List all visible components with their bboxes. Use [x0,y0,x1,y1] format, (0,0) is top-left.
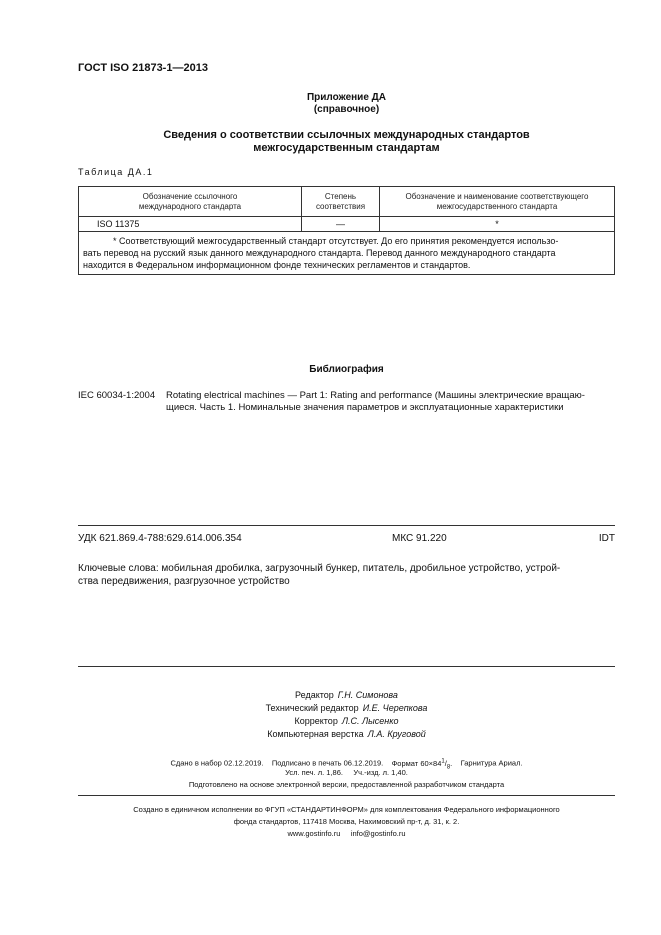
footer-contacts [78,828,615,840]
column-header-ref [79,187,302,217]
credit-role: Редактор [295,690,334,700]
publisher-sheets: Уч.-изд. л. 1,40. [353,768,408,777]
annex-title: Приложение ДА [306,92,387,103]
credits [78,689,615,741]
credit-role: Корректор [294,716,338,726]
classification-line [78,533,615,544]
correspondence-table [78,186,615,275]
column-header-interstate-line2: межгосударственного стандарта [436,201,558,211]
table-row [79,217,615,232]
signed-date: Подписано в печать 06.12.2019. [271,758,384,768]
email-link[interactable]: info@gostinfo.ru [350,829,406,838]
credit-role: Технический редактор [265,703,359,713]
credit-name: Г.Н. Симонова [337,690,398,700]
keywords-line2: ства передвижения, разгрузочное устройство [78,576,290,587]
website-link[interactable]: www.gostinfo.ru [287,829,341,838]
cell-ref: ISO 11375 [79,217,302,232]
column-header-interstate-line1: Обозначение и наименование соответствующего [405,191,589,201]
udk-code: УДК 621.869.4-788:629.614.006.354 [78,533,242,544]
column-header-degree [302,187,380,217]
table-note-line2: вать перевод на русский язык данного международного стандарта. Перевод данного международного стандарта [83,248,556,258]
divider-top [78,525,615,526]
credit-tech-editor [78,702,615,715]
table-label: Таблица ДА.1 [78,167,154,177]
bibliography-text-line1: Rotating electrical machines — Part 1: Rating and performance (Машины электрические вращаю- [166,390,585,401]
idt-label: IDT [598,533,615,544]
table-note [79,232,615,275]
divider-footer [78,795,615,796]
cell-interstate: * [380,217,615,232]
column-header-ref-line1: Обозначение ссылочного [142,191,238,201]
annex-heading-line2: межгосударственным стандартам [253,142,440,154]
column-header-ref-line2: международного стандарта [138,201,242,211]
table-note-row [79,232,615,275]
column-header-degree-line1: Степень [324,191,357,201]
credit-name: Л.С. Лысенко [341,716,399,726]
paper-format: Формат $60\times 84^1/_8$. [391,758,453,770]
table-note-line3: находится в Федеральном информационном фонде технических регламентов и стандартов. [83,260,471,270]
bibliography-title: Библиография [309,364,384,375]
footer-line1: Создано в единичном исполнении во ФГУП «СТАНДАРТИНФОРМ» для комплектования Федерального информационного [133,805,560,814]
bibliography-entry [78,390,615,414]
credit-role: Компьютерная верстка [267,729,364,739]
table-header-row [79,187,615,217]
publishing-line2 [78,767,615,779]
prepared-note: Подготовлено на основе электронной версии, предоставленной разработчиком стандарта [188,780,505,789]
credit-corrector [78,715,615,728]
table-note-line1: * Соответствующий межгосударственный стандарт отсутствует. До его принятия рекомендуется использо- [113,236,559,246]
font-info: Гарнитура Ариал. [460,758,523,768]
column-header-interstate [380,187,615,217]
annex-subtitle: (справочное) [313,104,380,115]
document-header: ГОСТ ISO 21873-1—2013 [78,62,208,74]
keywords [78,562,615,588]
divider-keywords [78,666,615,667]
credit-layout [78,728,615,741]
bibliography-code: IEC 60034-1:2004 [78,390,156,401]
mks-code: МКС 91.220 [392,533,447,544]
column-header-degree-line2: соответствия [315,201,366,211]
bibliography-text-line2: щиеся. Часть 1. Номинальные значения параметров и эксплуатационные характеристики [166,402,564,413]
annex-heading-line1: Сведения о соответствии ссылочных международных стандартов [163,129,530,141]
cell-degree: — [302,217,380,232]
credit-name: И.Е. Черепкова [362,703,428,713]
credit-editor [78,689,615,702]
credit-name: Л.А. Круговой [367,729,426,739]
footer-line2: фонда стандартов, 117418 Москва, Нахимовский пр-т, д. 31, к. 2. [233,817,460,826]
print-sheets: Усл. печ. л. 1,86. [285,768,343,777]
submitted-date: Сдано в набор 02.12.2019. [170,758,264,768]
keywords-line1: Ключевые слова: мобильная дробилка, загрузочный бункер, питатель, дробильное устройство, устрой- [78,563,561,574]
